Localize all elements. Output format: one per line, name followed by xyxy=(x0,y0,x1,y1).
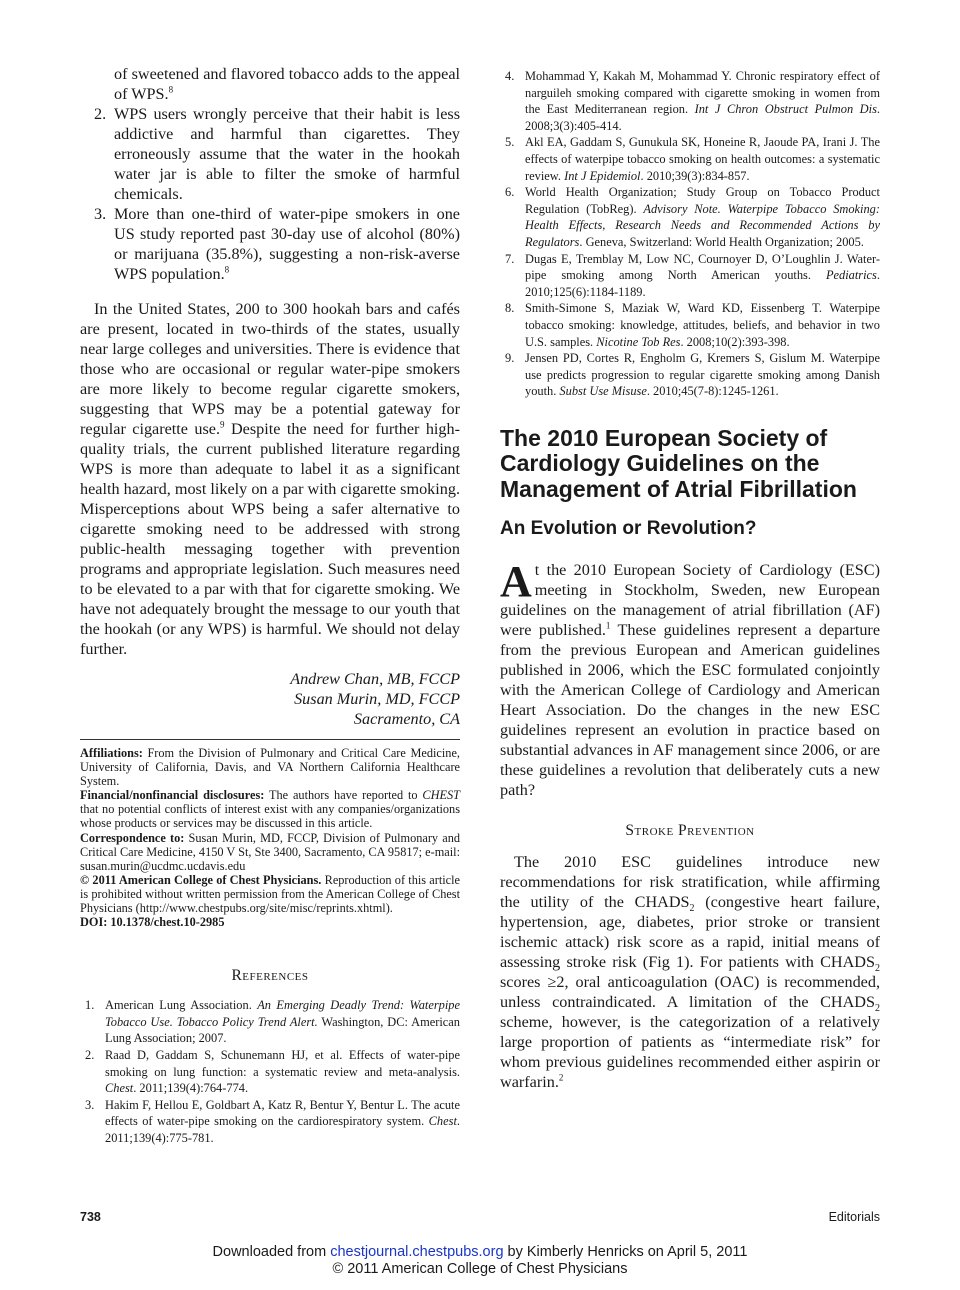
list-item: 2. WPS users wrongly perceive that their habit is less addictive and harmful than cigarettes. They erroneously assume that the water in the hookah water jar is able to filter the smoke of harmful chemicals. xyxy=(94,105,460,203)
reference-item: 7. Dugas E, Tremblay M, Low NC, Cournoyer D, O’Loughlin J. Water-pipe smoking among North American youths. Pediatrics. 2010;125(6):1184-1189. xyxy=(505,251,880,299)
left-column xyxy=(80,64,460,1147)
page-number: 738 xyxy=(80,1210,101,1224)
reference-list xyxy=(80,997,460,1146)
reference-item: 9. Jensen PD, Cortes R, Engholm G, Kremers S, Gislum M. Waterpipe use predicts progression to regular cigarette smoking among Danish youth. Subst Use Misuse. 2010;45(7-8):1245-1261. xyxy=(505,351,880,399)
wps-list xyxy=(80,64,460,284)
section-name: Editorials xyxy=(828,1210,880,1224)
doi: DOI: 10.1378/chest.10-2985 xyxy=(80,915,225,930)
list-item: 3. More than one-third of water-pipe smokers in one US study reported past 30-day use of alcohol (80%) or marijuana (35.8%), suggesting a non-risk-averse WPS population.$^8$ xyxy=(94,205,460,283)
reference-item: 8. Smith-Simone S, Maziak W, Ward KD, Eissenberg T. Waterpipe tobacco smoking: knowledge, attitudes, beliefs, and behavior in two U.S. samples. Nicotine Tob Res. 2008;10(2):393-398. xyxy=(505,301,880,349)
right-column xyxy=(500,68,880,1092)
body-paragraph: In the United States, 200 to 300 hookah bars and cafés are present, located in two-thirds of the states, usually near large colleges and universities. There is evidence that those who are occasional or regular water-pipe smokers are more likely to become regular cigarette smokers, suggesting that WPS may be a potential gateway for regular cigarette use.$^9$ Despite the need for further high-quality trials, the current published literature regarding WPS is more than adequate to label it as a significant health hazard, most likely on a par with cigarette smoking. Misperceptions about WPS being a safer alternative to cigarette smoking need to be addressed with strong public-health messaging together with prevention programs and appropriate legislation. Such measures need to be elevated to a par with that for cigarette smoking. We have not adequately brought the message to our youth that the hookah (or any WPS) is harmful. We should not delay further. xyxy=(80,300,460,658)
intro-paragraph: At the 2010 European Society of Cardiology (ESC) meeting in Stockholm, Sweden, new European guidelines on the management of atrial fibrillation (AF) were published.$^1$ These guidelines represent a departure from the previous European and American guidelines published in 2006, which the ESC formulated conjointly with the American College of Cardiology and American Heart Association. Do the changes in the new ESC guidelines represent an evolution in practice based on substantial advances in AF management since 2006, or are these guidelines a revolution that deliberately cuts a new path? xyxy=(500,557,880,800)
references-heading: References xyxy=(231,967,309,985)
correspondence-text: Susan Murin, MD, FCCP, Division of Pulmonary and Critical Care Medicine, 4150 V St, Ste 3400, Sacramento, CA 95817; e-mail: susan.murin@ucdmc.ucdavis.edu xyxy=(80,830,461,873)
reference-item: 3. Hakim F, Hellou E, Goldbart A, Katz R, Bentur Y, Bentur L. The acute effects of water-pipe smoking on the cardiorespiratory system. Chest. 2011;139(4):775-781. xyxy=(85,1097,460,1145)
download-notice: Downloaded from chestjournal.chestpubs.org by Kimberly Henricks on April 5, 2011 © 2011 American College of Chest Physicians xyxy=(0,1244,960,1277)
reference-list xyxy=(500,68,880,400)
list-item: of sweetened and flavored tobacco adds to the appeal of WPS.$^8$ xyxy=(114,65,460,103)
author-signature: Andrew Chan, MB, FCCP Susan Murin, MD, FCCP Sacramento, CA xyxy=(290,670,460,728)
footer-copyright: © 2011 American College of Chest Physicians xyxy=(332,1260,628,1277)
article-subtitle: An Evolution or Revolution? xyxy=(500,518,757,540)
drop-cap: A xyxy=(500,557,532,607)
article-title: The 2010 European Society of Cardiology Guidelines on the Management of Atrial Fibrillation xyxy=(500,424,857,502)
article-footnotes: Affiliations: From the Division of Pulmonary and Critical Care Medicine, University of California, Davis, and VA Northern California Healthcare System. Financial/nonfinancial disclosures: The authors have reported to CHEST that no potential conflicts of interest exist with any companies/organizations whose products or services may be discussed in this article. Correspondence to: Susan Murin, MD, FCCP, Division of Pulmonary and Critical Care Medicine, 4150 V St, Ste 3400, Sacramento, CA 95817; e-mail: susan.murin@ucdmc.ucdavis.edu © 2011 American College of Chest Physicians. Reproduction of this article is prohibited without written permission from the American College of Chest Physicians (http://www.chestpubs.org/site/misc/reprints.xhtml). DOI: 10.1378/chest.10-2985 xyxy=(80,739,460,929)
reference-item: 2. Raad D, Gaddam S, Schunemann HJ, et al. Effects of water-pipe smoking on lung function: a systematic review and meta-analysis. Chest. 2011;139(4):764-774. xyxy=(85,1048,460,1096)
reference-item: 4. Mohammad Y, Kakah M, Mohammad Y. Chronic respiratory effect of narguileh smoking compared with cigarette smoking in women from the East Mediterranean region. Int J Chron Obstruct Pulmon Dis. 2008;3(3):405-414. xyxy=(505,69,880,133)
section-heading: Stroke Prevention xyxy=(625,822,755,840)
reference-item: 6. World Health Organization; Study Group on Tobacco Product Regulation (TobReg). Advisory Note. Waterpipe Tobacco Smoking: Health Effects, Research Needs and Recommended Actions by Regulators. Geneva, Switzerland: World Health Organization; 2005. xyxy=(505,185,880,249)
reference-item: 1. American Lung Association. An Emerging Deadly Trend: Waterpipe Tobacco Use. Tobacco Policy Trend Alert. Washington, DC: American Lung Association; 2007. xyxy=(85,998,460,1046)
body-paragraph: The 2010 ESC guidelines introduce new recommendations for risk stratification, while affirming the utility of the $CHADS_2$ (congestive heart failure, hypertension, age, diabetes, prior stroke or transient ischemic attack) risk score as a rapid, initial means of assessing stroke risk (Fig 1). For patients with $CHADS_2$ scores ≥2, oral anticoagulation (OAC) is recommended, unless contraindicated. A limitation of the $CHADS_2$ scheme, however, is the categorization of a relatively large proportion of patients as “intermediate risk” for whom previous guidelines recommended either aspirin or warfarin.$^2$ xyxy=(500,853,880,1092)
journal-link[interactable]: chestjournal.chestpubs.org xyxy=(330,1244,504,1260)
reference-item: 5. Akl EA, Gaddam S, Gunukula SK, Honeine R, Jaoude PA, Irani J. The effects of waterpipe tobacco smoking on health outcomes: a systematic review. Int J Epidemiol. 2010;39(3):834-857. xyxy=(505,135,880,183)
